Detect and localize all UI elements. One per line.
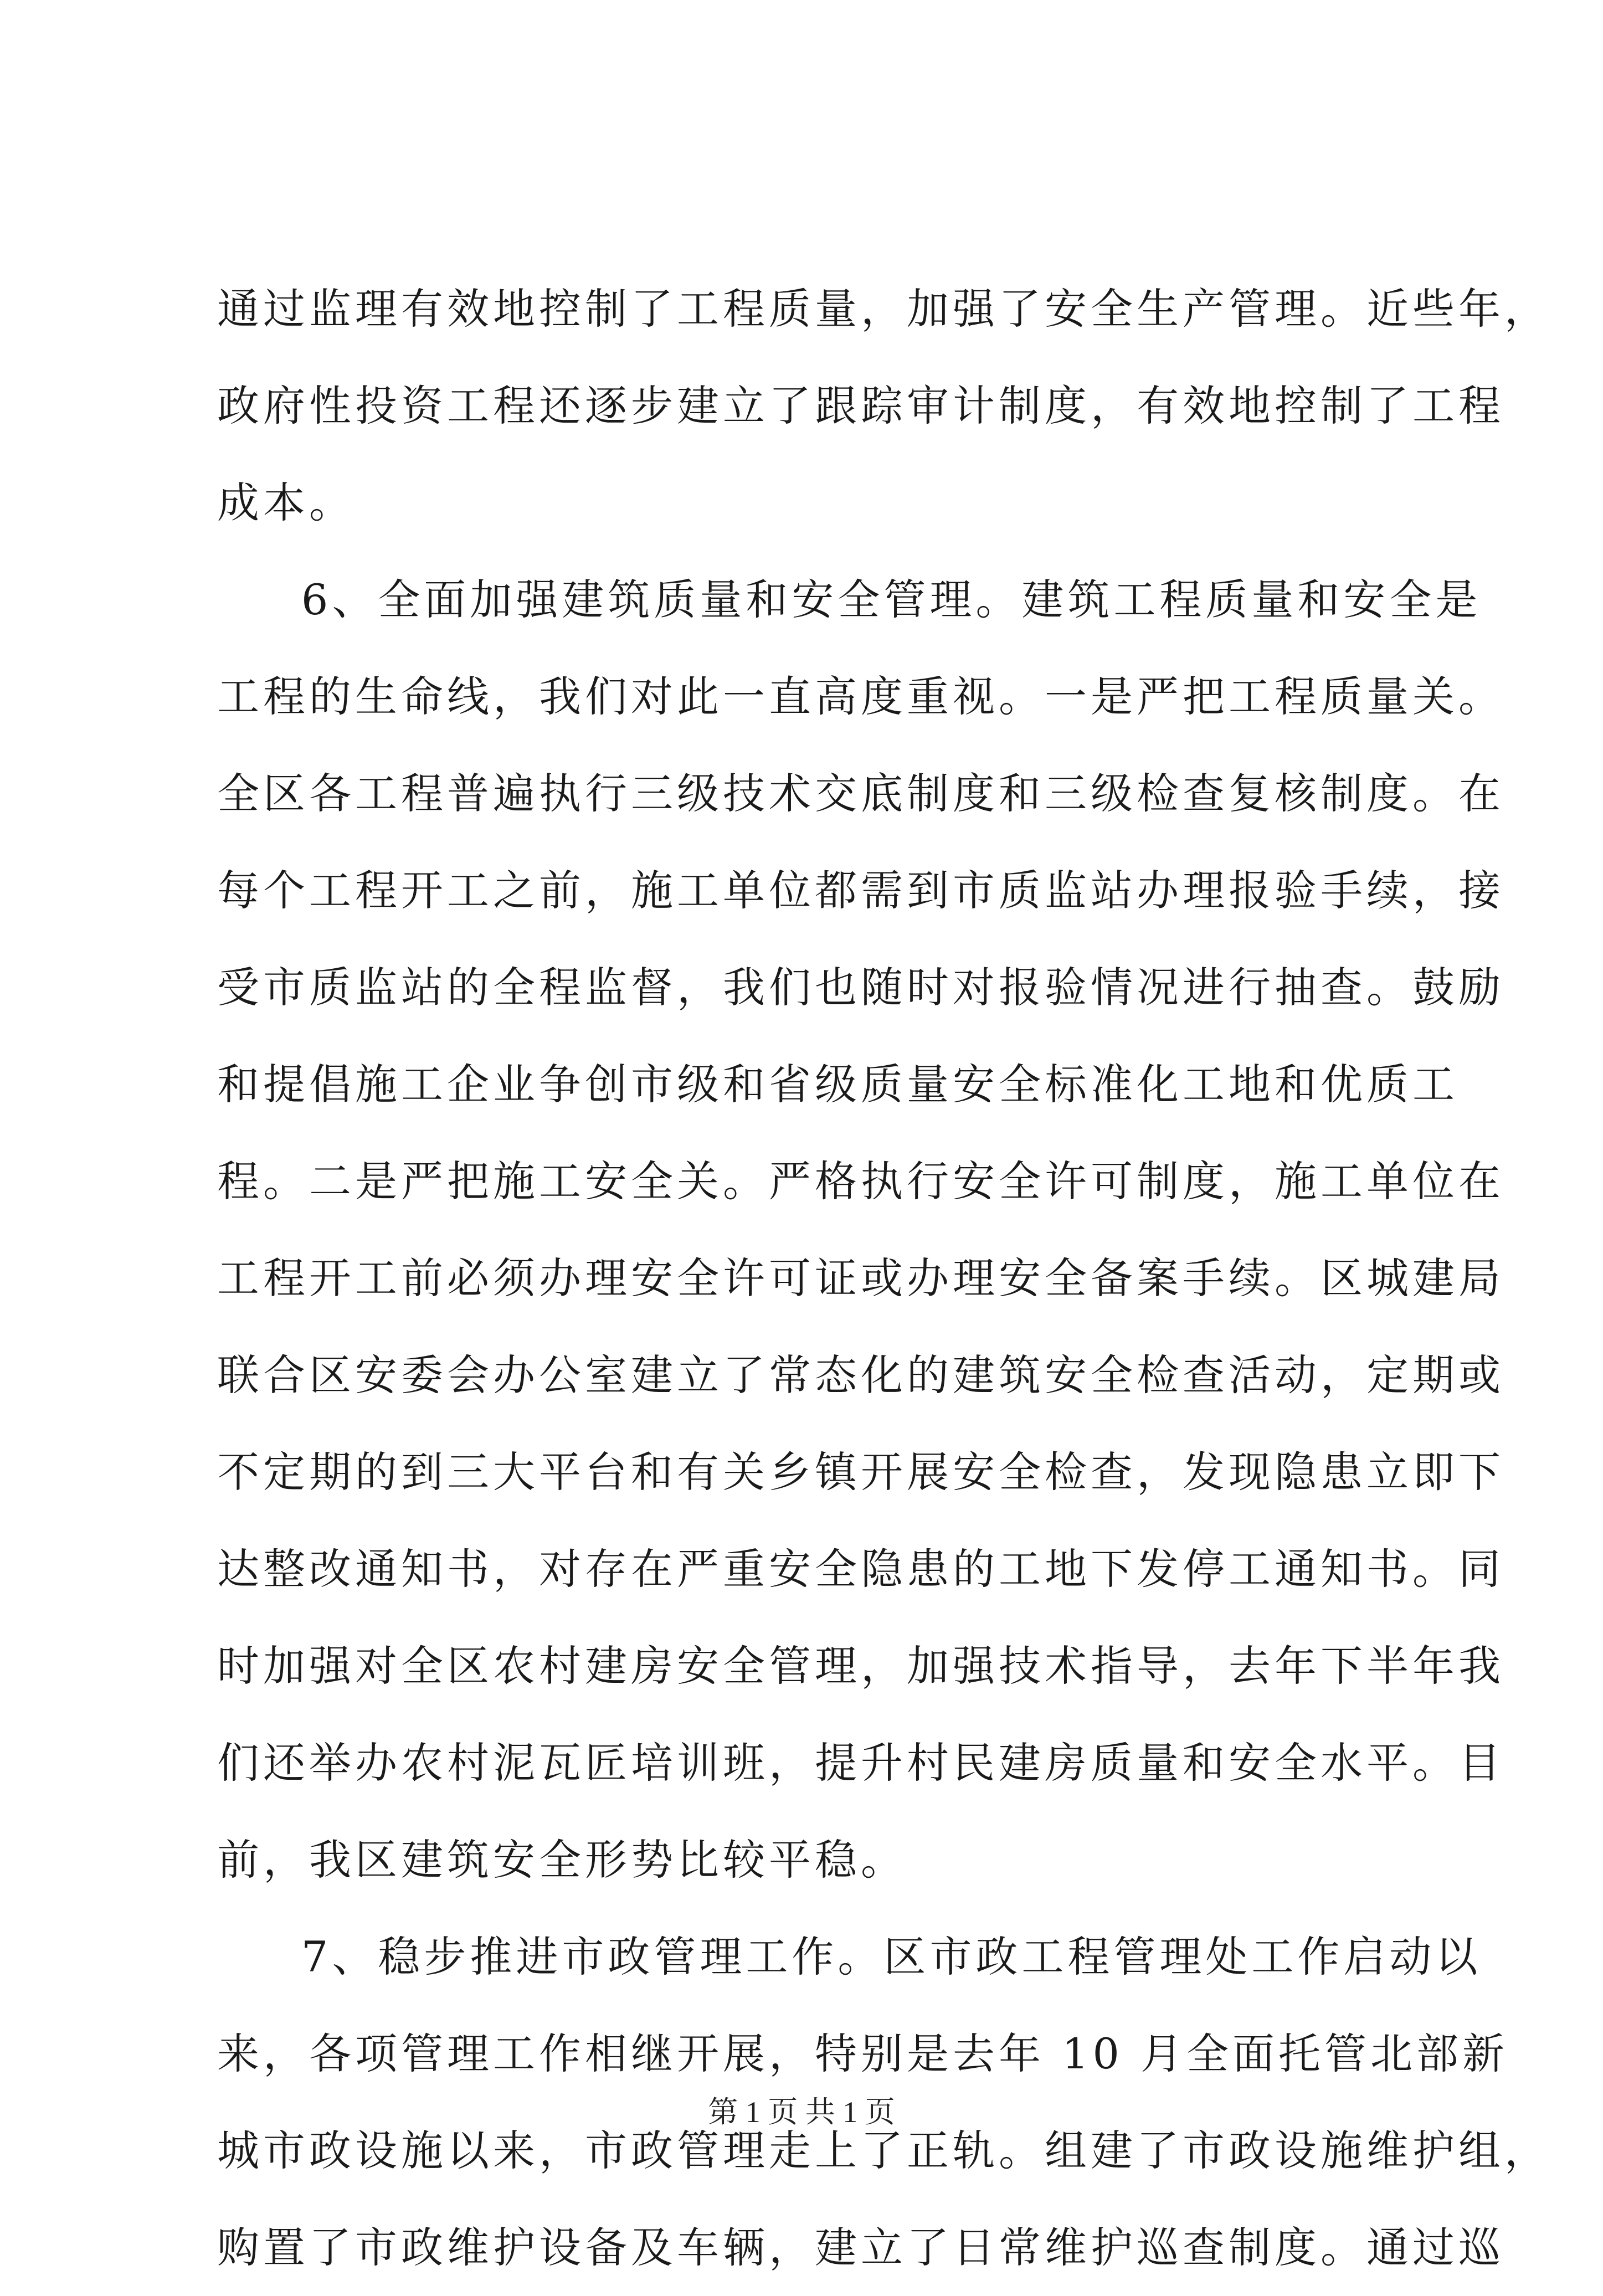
text-line: 工程开工前必须办理安全许可证或办理安全备案手续。区城建局 — [217, 1254, 1504, 1303]
text-line: 成本。 — [217, 478, 355, 527]
text-line: 购置了市政维护设备及车辆，建立了日常维护巡查制度。通过巡 — [217, 2223, 1504, 2272]
text-line: 通过监理有效地控制了工程质量，加强了安全生产管理。近些年， — [217, 284, 1550, 333]
body-text — [217, 260, 1550, 2296]
text-line: 工程的生命线，我们对此一直高度重视。一是严把工程质量关。 — [217, 672, 1504, 721]
text-line: 联合区安委会办公室建立了常态化的建筑安全检查活动，定期或 — [217, 1350, 1504, 1400]
text-line: 6、全面加强建筑质量和安全管理。建筑工程质量和安全是 — [301, 575, 1482, 624]
text-line: 时加强对全区农村建房安全管理，加强技术指导，去年下半年我 — [217, 1641, 1504, 1691]
text-line: 不定期的到三大平台和有关乡镇开展安全检查，发现隐患立即下 — [217, 1447, 1504, 1497]
text-line: 达整改通知书，对存在严重安全隐患的工地下发停工通知书。同 — [217, 1544, 1504, 1594]
text-line: 们还举办农村泥瓦匠培训班，提升村民建房质量和安全水平。目 — [217, 1738, 1504, 1788]
page-footer: 第 1 页 共 1 页 — [708, 2095, 895, 2129]
text-line: 7、稳步推进市政管理工作。区市政工程管理处工作启动以 — [301, 1932, 1482, 1981]
text-line: 来，各项管理工作相继开展，特别是去年 10 月全面托管北部新 — [217, 2029, 1509, 2078]
text-line: 和提倡施工企业争创市级和省级质量安全标准化工地和优质工 — [217, 1060, 1458, 1109]
text-line: 政府性投资工程还逐步建立了跟踪审计制度，有效地控制了工程 — [217, 381, 1504, 430]
text-line: 城市政设施以来，市政管理走上了正轨。组建了市政设施维护组， — [217, 2126, 1550, 2175]
text-line: 全区各工程普遍执行三级技术交底制度和三级检查复核制度。在 — [217, 769, 1504, 818]
text-line: 受市质监站的全程监督，我们也随时对报验情况进行抽查。鼓励 — [217, 963, 1504, 1012]
text-line: 每个工程开工之前，施工单位都需到市质监站办理报验手续，接 — [217, 866, 1504, 915]
text-line: 程。二是严把施工安全关。严格执行安全许可制度，施工单位在 — [217, 1157, 1504, 1206]
text-line: 前，我区建筑安全形势比较平稳。 — [217, 1835, 907, 1884]
